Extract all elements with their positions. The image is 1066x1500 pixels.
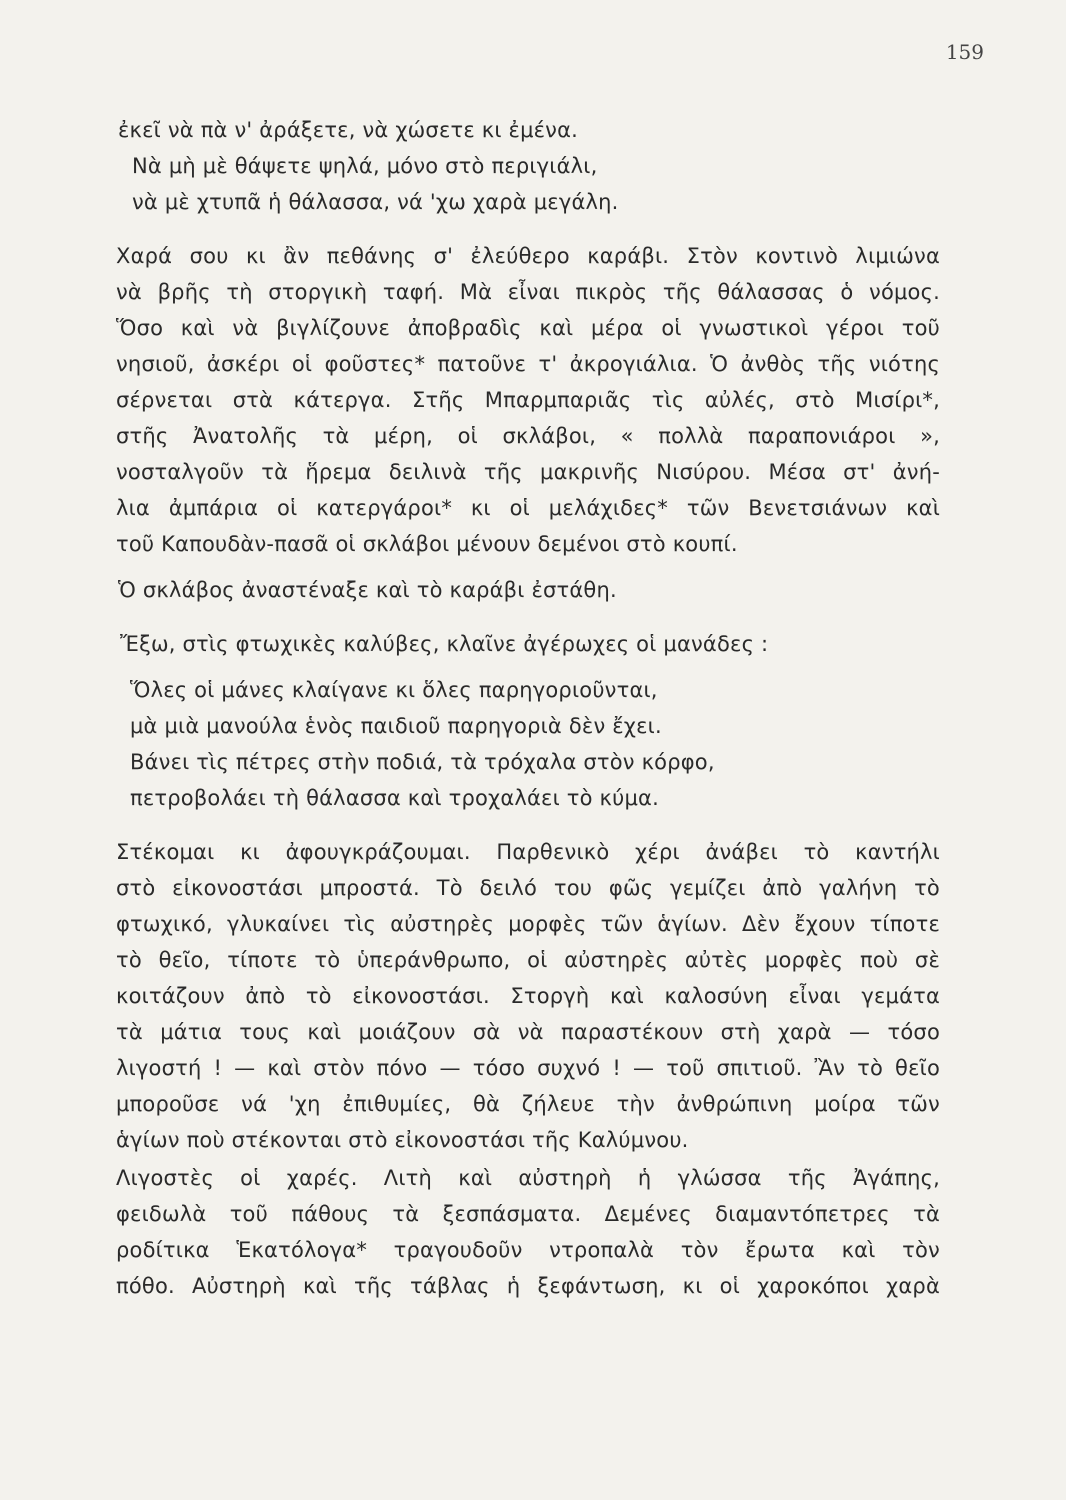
text-line: νησιοῦ, ἀσκέρι οἱ φοῦστες* πατοῦνε τ' ἀκρογιάλια. Ὁ ἀνθὸς τῆς νιότης bbox=[116, 352, 940, 376]
text-line: μποροῦσε νά 'χη ἐπιθυμίες, θὰ ζήλευε τὴν ἀνθρώπινη μοίρα τῶν bbox=[116, 1092, 940, 1116]
text-line: Ὁ σκλάβος ἀναστέναξε καὶ τὸ καράβι ἐστάθη. bbox=[118, 578, 617, 602]
verse-line: πετροβολάει τὴ θάλασσα καὶ τροχαλάει τὸ κύμα. bbox=[130, 786, 659, 810]
paragraph bbox=[116, 572, 940, 608]
text-line: φειδωλὰ τοῦ πάθους τὰ ξεσπάσματα. Δεμένες διαμαντόπετρες τὰ bbox=[116, 1202, 940, 1226]
text-line: τὸ θεῖο, τίποτε τὸ ὑπεράνθρωπο, οἱ αὐστηρὲς αὐτὲς μορφὲς ποὺ σὲ bbox=[116, 948, 940, 972]
text-line: Ἔξω, στὶς φτωχικὲς καλύβες, κλαῖνε ἀγέρωχες οἱ μανάδες : bbox=[120, 632, 769, 656]
text-line: στὸ εἰκονοστάσι μπροστά. Τὸ δειλό του φῶς γεμίζει ἀπὸ γαλήνη τὸ bbox=[116, 876, 940, 900]
text-line: Χαρά σου κι ἂν πεθάνης σ' ἐλεύθερο καράβι. Στὸν κοντινὸ λιμιώνα bbox=[116, 244, 940, 268]
paragraph bbox=[116, 238, 940, 562]
text-line: σέρνεται στὰ κάτεργα. Στῆς Μπαρμπαριᾶς τὶς αὐλές, στὸ Μισίρι*, bbox=[116, 388, 940, 412]
verse-block-1 bbox=[116, 112, 940, 220]
verse-block-2 bbox=[116, 672, 940, 816]
paragraph bbox=[116, 1160, 940, 1304]
verse-line: ἐκεῖ νὰ πὰ ν' ἀράξετε, νὰ χώσετε κι ἐμένα. bbox=[118, 118, 579, 142]
paragraph bbox=[116, 834, 940, 1158]
verse-line: Βάνει τὶς πέτρες στὴν ποδιά, τὰ τρόχαλα στὸν κόρφο, bbox=[130, 750, 715, 774]
verse-line: μὰ μιὰ μανούλα ἑνὸς παιδιοῦ παρηγοριὰ δὲν ἔχει. bbox=[130, 714, 662, 738]
text-line: τοῦ Καπουδὰν-πασᾶ οἱ σκλάβοι μένουν δεμένοι στὸ κουπί. bbox=[116, 532, 738, 556]
verse-line: νὰ μὲ χτυπᾶ ἡ θάλασσα, νά 'χω χαρὰ μεγάλη. bbox=[132, 190, 619, 214]
text-line: λια ἀμπάρια οἱ κατεργάροι* κι οἱ μελάχιδες* τῶν Βενετσιάνων καὶ bbox=[116, 496, 940, 520]
page-number: 159 bbox=[945, 40, 984, 64]
text-line: στῆς Ἀνατολῆς τὰ μέρη, οἱ σκλάβοι, « πολλὰ παραπονιάροι », bbox=[116, 424, 940, 448]
text-line: νοσταλγοῦν τὰ ἥρεμα δειλινὰ τῆς μακρινῆς Νισύρου. Μέσα στ' ἀνή- bbox=[116, 460, 940, 484]
text-line: Λιγοστὲς οἱ χαρές. Λιτὴ καὶ αὐστηρὴ ἡ γλώσσα τῆς Ἀγάπης, bbox=[116, 1166, 940, 1190]
text-line: Στέκομαι κι ἀφουγκράζουμαι. Παρθενικὸ χέρι ἀνάβει τὸ καντήλι bbox=[116, 840, 940, 864]
page-text bbox=[116, 112, 940, 1304]
text-line: τὰ μάτια τους καὶ μοιάζουν σὰ νὰ παραστέκουν στὴ χαρὰ — τόσο bbox=[116, 1020, 940, 1044]
text-line: φτωχικό, γλυκαίνει τὶς αὐστηρὲς μορφὲς τῶν ἁγίων. Δὲν ἔχουν τίποτε bbox=[116, 912, 940, 936]
text-line: λιγοστή ! — καὶ στὸν πόνο — τόσο συχνό ! — τοῦ σπιτιοῦ. Ἂν τὸ θεῖο bbox=[116, 1056, 940, 1080]
text-line: Ὅσο καὶ νὰ βιγλίζουνε ἀποβραδὶς καὶ μέρα οἱ γνωστικοὶ γέροι τοῦ bbox=[116, 316, 940, 340]
verse-line: Νὰ μὴ μὲ θάψετε ψηλά, μόνο στὸ περιγιάλι, bbox=[132, 154, 598, 178]
verse-line: Ὅλες οἱ μάνες κλαίγανε κι ὅλες παρηγοριοῦνται, bbox=[130, 678, 658, 702]
text-line: πόθο. Αὐστηρὴ καὶ τῆς τάβλας ἡ ξεφάντωση, κι οἱ χαροκόποι χαρὰ bbox=[116, 1274, 940, 1298]
paragraph bbox=[116, 626, 940, 662]
text-line: νὰ βρῆς τὴ στοργικὴ ταφή. Μὰ εἶναι πικρὸς τῆς θάλασσας ὁ νόμος. bbox=[116, 280, 940, 304]
text-line: κοιτάζουν ἀπὸ τὸ εἰκονοστάσι. Στοργὴ καὶ καλοσύνη εἶναι γεμάτα bbox=[116, 984, 940, 1008]
text-line: ἁγίων ποὺ στέκονται στὸ εἰκονοστάσι τῆς Καλύμνου. bbox=[116, 1128, 689, 1152]
text-line: ροδίτικα Ἑκατόλογα* τραγουδοῦν ντροπαλὰ τὸν ἔρωτα καὶ τὸν bbox=[116, 1238, 940, 1262]
